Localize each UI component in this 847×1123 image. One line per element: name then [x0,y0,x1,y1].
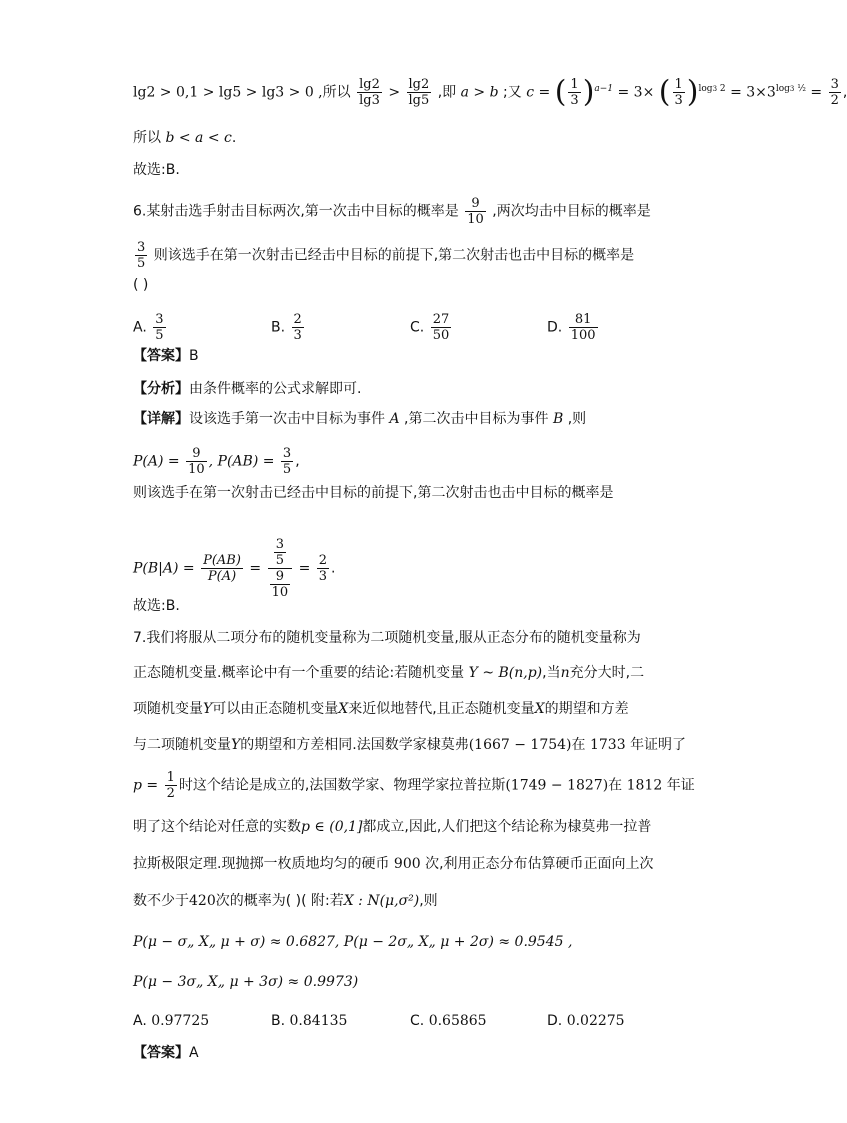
q7-l5-b: 在 [608,777,623,794]
q7-normal: X : N(μ,σ²) [343,893,420,909]
q7-l3-c: 来近似地替代,且正态随机变量 [348,701,535,717]
q7-l4-a: 与二项随机变量 [133,737,231,753]
log-inequality: lg2 > 0,1 > lg5 > lg3 > 0 ,所以 [133,84,351,101]
solution-line-1 [133,74,847,110]
q7-formula-1: P(μ − σ„ X„ μ + σ) ≈ 0.6827, P(μ − 2σ„ X„ μ + 2σ) ≈ 0.9545 , [133,934,573,950]
q6-option-a-frac: $\frac{3}{5}$ [155,312,164,343]
q7-420: 420 [189,893,216,909]
q7-formula-2: P(μ − 3σ„ X„ μ + 3σ) ≈ 0.9973) [133,974,359,990]
q7-x2: X [534,701,545,717]
q7-l6-b: 都成立,因此,人们把这个结论称为棣莫弗一拉普 [362,819,652,835]
paren-open-2: ( [658,74,671,110]
so-text: 所以 [133,130,161,146]
fraction-three-halves: $\frac{3}{2}$ [830,77,839,108]
q7-l4-b: 的期望和方差相同.法国数学家棣莫弗 [240,737,469,753]
q7-900: 900 [393,856,421,872]
q7-line-3 [133,700,629,718]
q6-answer-paren: ( ) [133,277,149,293]
q7-p-eq: p = [133,777,159,794]
q7-line-2 [133,664,644,682]
q6-prob-values [133,446,300,477]
p-a: P(A) = [133,453,180,470]
q6-option-b[interactable]: B. $\frac{2}{3}$ [271,312,302,343]
q7-l3-d: 的期望和方差 [544,701,629,717]
q6-option-d-frac: $\frac{81}{100}$ [570,312,596,343]
fraction-one-half: $\frac{1}{2}$ [166,770,175,801]
q6-option-b-frac: $\frac{2}{3}$ [293,312,302,343]
p-ab: , P(AB) = [208,453,275,470]
q7-l2-b: ,当 [542,665,561,681]
fraction-one-third: $\frac{1}{3}$ [570,77,579,108]
compound-denominator: $\frac{9}{10}$ [271,569,289,600]
choose-line-1: 故选:B. [133,162,180,178]
conj-text-2: ;又 [503,84,522,101]
q7-line-1: 7.我们将服从二项分布的随机变量称为二项随机变量,服从正态分布的随机变量称为 [133,630,641,646]
fraction-9-10: $\frac{9}{10}$ [467,196,484,227]
q6-analysis [133,380,361,398]
exponent-a-minus-1: a−1 [594,83,614,94]
equals-3x: = 3× [617,84,655,101]
compound-numerator: $\frac{3}{5}$ [268,537,293,569]
q7-option-d[interactable]: D. 0.02275 [547,1013,625,1029]
q7-options [133,1012,733,1032]
q7-l7-b: 次,利用正态分布估算硬币正面向上次 [425,856,654,872]
q7-option-c[interactable]: C. 0.65865 [410,1013,487,1029]
q6-option-c-frac: $\frac{27}{50}$ [432,312,450,343]
event-b: B [552,411,564,427]
fraction-result: $\frac{2}{3}$ [318,553,328,584]
comma: , [295,453,300,470]
q7-x: X [338,701,349,717]
answer-tag: 【答案】 [133,1045,189,1061]
solution-line-2 [133,129,236,147]
q7-line-8 [133,892,438,910]
q7-l7-a: 拉斯极限定理.现抛掷一枚质地均匀的硬币 [133,856,390,872]
q7-years-demoivre: (1667 − 1754) [468,737,572,753]
q7-l5-c: 年证 [666,777,695,794]
q7-l8-a: 数不少于 [133,893,189,909]
q7-l2-a: 正态随机变量.概率论中有一个重要的结论:若随机变量 [133,665,465,681]
q6-text-c: 则该选手在第一次射击已经击中目标的前提下,第二次射击也击中目标的概率是 [153,247,635,264]
c-equals: c = [526,84,551,101]
fraction-pa: $\frac{9}{10}$ [188,446,205,477]
q7-l4-d: 年证明了 [630,737,687,753]
q6-option-d[interactable]: D. $\frac{81}{100}$ [547,312,596,343]
q7-line-5 [133,770,695,801]
q6-option-a[interactable]: A. $\frac{3}{5}$ [133,312,164,343]
q7-line-7 [133,855,654,873]
fraction-lg2-lg5: $\frac{\lg 2}{\lg 5}$ [408,77,430,108]
q7-y: Y [203,701,213,717]
q7-years-laplace: (1749 − 1827) [505,777,609,794]
p-b-given-a: P(B|A) = [133,560,195,577]
q7-answer [133,1044,199,1062]
q7-p-range: p ∈ (0,1] [301,819,363,835]
fraction-pab: $\frac{3}{5}$ [282,446,292,477]
q7-year-1812: 1812 [626,777,663,794]
answer-value: A [189,1045,199,1061]
fraction-3-5: $\frac{3}{5}$ [137,240,146,271]
exponent-log3-2: log3 2 [698,83,726,94]
fraction-pab-over-pa: $\frac{P(AB)}{P(A)}$ [203,553,241,584]
period: . [231,130,237,146]
equals-3x3: = 3×3 [730,84,776,101]
detail-tag: 【详解】 [133,411,189,427]
answer-value: B [189,348,199,364]
q7-year-1733: 1733 [589,737,626,753]
q7-line-6 [133,818,651,836]
paren-close: ) [582,74,595,110]
paren-open: ( [554,74,567,110]
q6-then-line: 则该选手在第一次射击已经击中目标的前提下,第二次射击也击中目标的概率是 [133,485,614,501]
q7-l6-a: 明了这个结论对任意的实数 [133,819,301,835]
q6-stem-line-1 [133,196,651,227]
a-gt-b: a > b [460,84,499,101]
compound-fraction [268,537,293,600]
fraction-lg2-lg3: $\frac{\lg 2}{\lg 3}$ [359,77,380,108]
equals-2: = [298,560,311,577]
q7-l8-c: ,则 [419,893,438,909]
q7-binomial: Y ~ B(n,p) [468,665,543,681]
event-a: A [389,411,400,427]
q7-l8-b: 次的概率为( )( 附:若 [215,893,344,909]
order-b-a-c: b < a < c [165,130,232,146]
q7-option-b[interactable]: B. 0.84135 [271,1013,348,1029]
gt-sign: > [388,84,401,101]
q7-option-a[interactable]: A. 0.97725 [133,1013,210,1029]
q7-l3-b: 可以由正态随机变量 [212,701,339,717]
exponent-log3-half: log3 ½ [775,83,806,94]
detail-text-c: ,则 [567,411,587,427]
analysis-tag: 【分析】 [133,381,189,397]
q6-conditional-formula [133,537,336,600]
q6-detail [133,410,586,428]
comma: , [842,84,847,101]
answer-tag: 【答案】 [133,348,189,364]
detail-text-b: ,第二次击中目标为事件 [404,411,549,427]
q7-l5-a: 时这个结论是成立的,法国数学家、物理学家拉普拉斯 [178,777,506,794]
q7-n: n [560,665,570,681]
q7-l2-c: 充分大时,二 [569,665,645,681]
detail-text-a: 设该选手第一次击中目标为事件 [189,411,385,427]
q7-y2: Y [231,737,241,753]
conj-text: ,即 [437,84,457,101]
q6-answer [133,347,199,365]
equals-1: = [249,560,262,577]
q6-option-c[interactable]: C. $\frac{27}{50}$ [410,312,450,343]
q6-text-a: 6.某射击选手射击目标两次,第一次击中目标的概率是 [133,203,459,220]
choose-line-2: 故选:B. [133,598,180,614]
equals-sign: = [810,84,823,101]
fraction-one-third-2: $\frac{1}{3}$ [674,77,683,108]
paren-close-2: ) [686,74,699,110]
period: . [331,560,336,577]
q7-line-4 [133,736,686,754]
analysis-text: 由条件概率的公式求解即可. [189,381,362,397]
q6-stem-line-2 [133,240,634,271]
q7-l4-c: 在 [571,737,586,753]
q6-text-b: ,两次均击中目标的概率是 [492,203,651,220]
q7-l3-a: 项随机变量 [133,701,203,717]
q6-options [133,312,733,352]
